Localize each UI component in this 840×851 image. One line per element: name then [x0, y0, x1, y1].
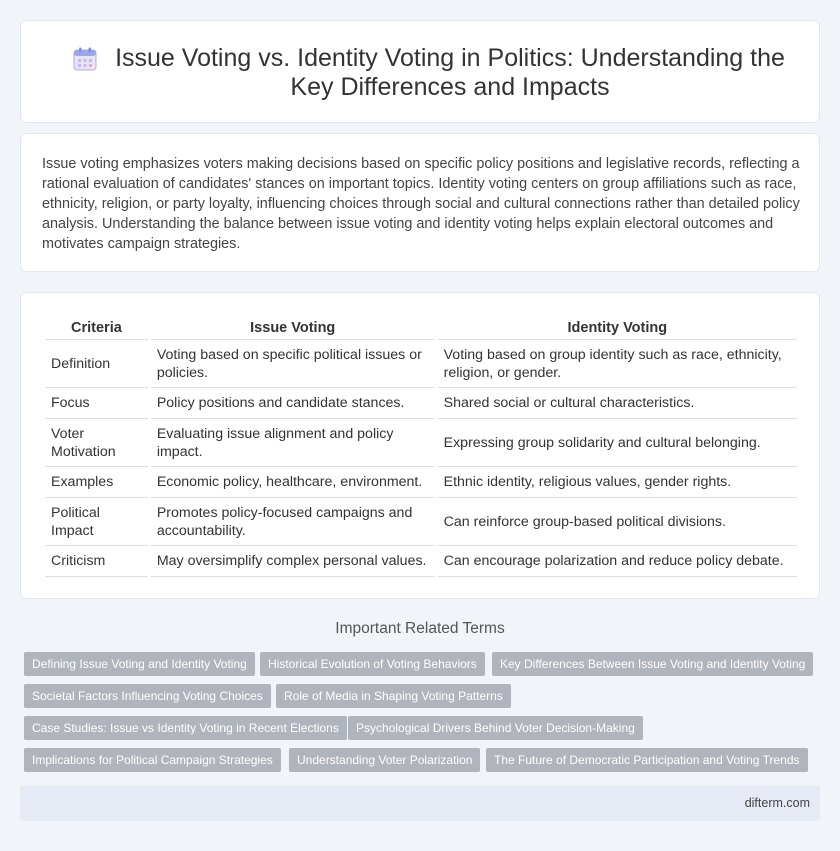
related-tag-role-of-media[interactable]: Role of Media in Shaping Voting Patterns — [276, 684, 511, 708]
related-tag-case-studies[interactable]: Case Studies: Issue vs Identity Voting in Recent Elections — [24, 716, 347, 740]
table-row — [45, 340, 797, 388]
table-row — [45, 388, 797, 419]
row-criteria: Political Impact — [45, 498, 148, 546]
row-criteria: Definition — [45, 340, 148, 388]
related-tag-societal-factors[interactable]: Societal Factors Influencing Voting Choices — [24, 684, 271, 708]
row-identity-cell: Can reinforce group-based political divisions. — [438, 498, 797, 546]
related-tag-defining[interactable]: Defining Issue Voting and Identity Voting — [24, 652, 255, 676]
row-criteria: Voter Motivation — [45, 419, 148, 467]
table-header-row — [45, 313, 797, 340]
related-tag-voter-polarization[interactable]: Understanding Voter Polarization — [289, 748, 480, 772]
table-row — [45, 419, 797, 467]
row-identity-cell: Expressing group solidarity and cultural belonging. — [438, 419, 797, 467]
table-row — [45, 498, 797, 546]
row-issue-cell: Economic policy, healthcare, environment. — [151, 467, 435, 498]
row-issue-cell: Evaluating issue alignment and policy impact. — [151, 419, 435, 467]
header-identity-voting: Identity Voting — [438, 313, 797, 340]
row-issue-cell: Voting based on specific political issues or policies. — [151, 340, 435, 388]
row-issue-cell: Policy positions and candidate stances. — [151, 388, 435, 419]
related-tag-key-differences[interactable]: Key Differences Between Issue Voting and Identity Voting — [492, 652, 813, 676]
title-card — [20, 20, 820, 123]
related-tag-campaign-strategies[interactable]: Implications for Political Campaign Strategies — [24, 748, 281, 772]
table-row — [45, 467, 797, 498]
comparison-table-card — [20, 292, 820, 599]
footer — [20, 786, 820, 821]
row-issue-cell: Promotes policy-focused campaigns and accountability. — [151, 498, 435, 546]
intro-paragraph: Issue voting emphasizes voters making decisions based on specific policy positions and legislative records, reflecting a rational evaluation of candidates' stances on important topics. Identity voting centers on group affiliations such as race, ethnicity, religion, or party loyalty, influencing choices through social and cultural connections rather than detailed policy analysis. Understanding the balance between issue voting and identity voting helps explain electoral outcomes and motivates campaign strategies. — [42, 156, 800, 252]
row-issue-cell: May oversimplify complex personal values. — [151, 546, 435, 577]
related-terms-title: Important Related Terms — [335, 620, 505, 637]
intro-card — [20, 133, 820, 272]
header-criteria: Criteria — [45, 313, 148, 340]
row-identity-cell: Voting based on group identity such as race, ethnicity, religion, or gender. — [438, 340, 797, 388]
table-row — [45, 546, 797, 577]
footer-site-name[interactable]: difterm.com — [744, 796, 810, 810]
row-criteria: Criticism — [45, 546, 148, 577]
comparison-table — [42, 313, 800, 577]
row-identity-cell: Shared social or cultural characteristics. — [438, 388, 797, 419]
row-criteria: Examples — [45, 467, 148, 498]
row-identity-cell: Can encourage polarization and reduce policy debate. — [438, 546, 797, 577]
header-issue-voting: Issue Voting — [151, 313, 435, 340]
related-tag-historical-evolution[interactable]: Historical Evolution of Voting Behaviors — [260, 652, 485, 676]
related-tag-psychological-drivers[interactable]: Psychological Drivers Behind Voter Decision-Making — [348, 716, 643, 740]
row-criteria: Focus — [45, 388, 148, 419]
page-title: Issue Voting vs. Identity Voting in Politics: Understanding the Key Differences and Impacts — [115, 44, 785, 101]
related-tag-future-participation[interactable]: The Future of Democratic Participation and Voting Trends — [486, 748, 808, 772]
row-identity-cell: Ethnic identity, religious values, gender rights. — [438, 467, 797, 498]
